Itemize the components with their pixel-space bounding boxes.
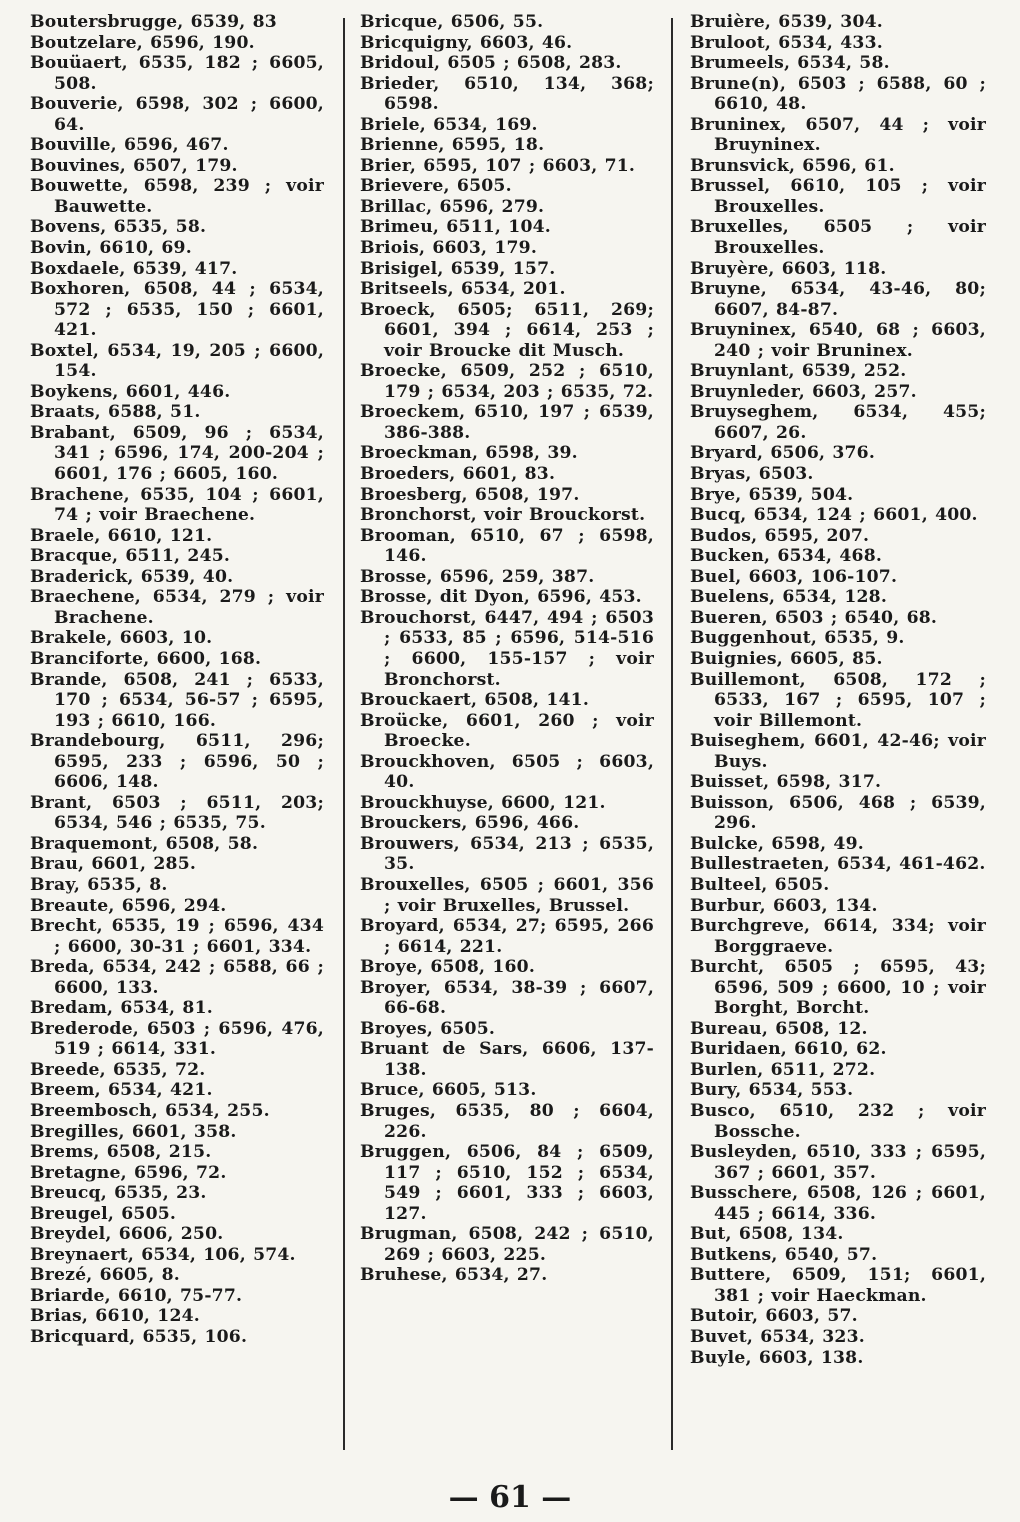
index-entry: Buttere, 6509, 151; 6601, 381 ; voir Haeckman. [690,1265,986,1306]
index-entry: Breede, 6535, 72. [30,1059,206,1080]
index-entry: Breynaert, 6534, 106, 574. [30,1244,296,1265]
index-entry: Brisigel, 6539, 157. [360,258,556,279]
index-entry: Bouverie, 6598, 302 ; 6600, 64. [30,94,324,135]
index-entry: Boxtel, 6534, 19, 205 ; 6600, 154. [30,340,324,382]
index-entry: Brandebourg, 6511, 296; 6595, 233 ; 6596, 50 ; 6606, 148. [30,731,324,793]
index-entry: Broeckem, 6510, 197 ; 6539, 386-388. [360,402,654,443]
index-entry: Bruyère, 6603, 118. [690,258,887,279]
index-entry: Breugel, 6505. [30,1203,177,1224]
index-entry: Broecke, 6509, 252 ; 6510, 179 ; 6534, 203 ; 6535, 72. [360,361,654,402]
index-entry: Burchgreve, 6614, 334; voir Borggraeve. [690,916,986,957]
index-entry: Broücke, 6601, 260 ; voir Broecke. [360,710,654,752]
index-entry: Breda, 6534, 242 ; 6588, 66 ; 6600, 133. [30,957,324,998]
index-entry: Boutersbrugge, 6539, 83 [30,12,277,32]
index-entry: Buiseghem, 6601, 42-46; voir Buys. [690,731,986,772]
index-entry: Bouvines, 6507, 179. [30,155,238,176]
index-entry: Buisset, 6598, 317. [690,772,882,793]
index-entry: Brussel, 6610, 105 ; voir Brouxelles. [690,176,986,217]
index-entry: Bucken, 6534, 468. [690,546,883,567]
index-entry: Brant, 6503 ; 6511, 203; 6534, 546 ; 6535, 75. [30,792,324,834]
column-divider [343,18,345,1450]
index-entry: Braquemont, 6508, 58. [30,833,259,854]
index-entry: Bryas, 6503. [690,464,814,485]
index-entry: Buisson, 6506, 468 ; 6539, 296. [690,792,986,834]
index-entry: Broyes, 6505. [360,1018,496,1039]
index-entry: Broeck, 6505; 6511, 269; 6601, 394 ; 6614, 253 ; voir Broucke dit Musch. [360,299,654,361]
index-entry: Butoir, 6603, 57. [690,1306,858,1327]
index-entry: Bovin, 6610, 69. [30,238,192,259]
index-entry: Bullestraeten, 6534, 461-462. [690,854,986,875]
index-entry: Bruyseghem, 6534, 455; 6607, 26. [690,402,986,443]
index-entry: Bracque, 6511, 245. [30,546,231,567]
index-entry: Bruxelles, 6505 ; voir Brouxelles. [690,217,986,259]
index-entry: Bricquigny, 6603, 46. [360,32,573,53]
index-entry: Burlen, 6511, 272. [690,1059,876,1080]
index-entry: Braats, 6588, 51. [30,402,201,423]
index-entry: Buillemont, 6508, 172 ; 6533, 167 ; 6595, 107 ; voir Billemont. [690,669,986,731]
index-entry: Broeckman, 6598, 39. [360,443,578,464]
index-entry: Brems, 6508, 215. [30,1142,212,1163]
index-entry: Brouwers, 6534, 213 ; 6535, 35. [360,833,654,875]
index-entry: But, 6508, 134. [690,1224,844,1245]
index-entry: Brias, 6610, 124. [30,1306,200,1327]
index-entry: Bregilles, 6601, 358. [30,1121,237,1142]
index-entry: Branciforte, 6600, 168. [30,648,262,669]
index-entry: Breembosch, 6534, 255. [30,1100,270,1121]
index-entry: Brande, 6508, 241 ; 6533, 170 ; 6534, 56-57 ; 6595, 193 ; 6610, 166. [30,669,324,731]
index-entry: Briois, 6603, 179. [360,238,538,259]
index-entry: Brieder, 6510, 134, 368; 6598. [360,73,654,115]
index-entry: Breucq, 6535, 23. [30,1183,207,1204]
index-entry: Brederode, 6503 ; 6596, 476, 519 ; 6614, 331. [30,1018,324,1060]
index-entry: Brabant, 6509, 96 ; 6534, 341 ; 6596, 174, 200-204 ; 6601, 176 ; 6605, 160. [30,422,324,485]
index-entry: Bouville, 6596, 467. [30,135,229,156]
index-entry: Bouüaert, 6535, 182 ; 6605, 508. [30,53,324,94]
index-entry: Buelens, 6534, 128. [690,587,888,608]
index-entry: Bruloot, 6534, 433. [690,32,883,53]
index-entry: Britseels, 6534, 201. [360,279,566,300]
index-entry: Burcht, 6505 ; 6595, 43; 6596, 509 ; 6600, 10 ; voir Borght, Borcht. [690,957,986,1019]
index-entry: Butkens, 6540, 57. [690,1244,878,1265]
index-entry: Bricque, 6506, 55. [360,12,544,32]
index-entry: Breydel, 6606, 250. [30,1224,224,1245]
index-column-2 [360,12,654,1286]
index-entry: Buel, 6603, 106-107. [690,566,898,587]
index-entry: Bray, 6535, 8. [30,874,168,895]
index-entry: Bruggen, 6506, 84 ; 6509, 117 ; 6510, 152 ; 6534, 549 ; 6601, 333 ; 6603, 127. [360,1142,654,1224]
index-entry: Brugman, 6508, 242 ; 6510, 269 ; 6603, 225. [360,1224,654,1265]
index-entry: Broesberg, 6508, 197. [360,484,580,505]
index-entry: Brumeels, 6534, 58. [690,53,890,74]
index-entry: Burbur, 6603, 134. [690,895,878,916]
index-entry: Braderick, 6539, 40. [30,566,234,587]
index-entry: Bretagne, 6596, 72. [30,1162,227,1183]
index-entry: Bryard, 6506, 376. [690,443,876,464]
index-entry: Briarde, 6610, 75-77. [30,1285,243,1306]
index-entry: Bredam, 6534, 81. [30,998,213,1019]
index-entry: Bueren, 6503 ; 6540, 68. [690,607,938,628]
index-entry: Brezé, 6605, 8. [30,1265,180,1286]
index-entry: Brachene, 6535, 104 ; 6601, 74 ; voir Braechene. [30,484,324,526]
index-entry: Boxhoren, 6508, 44 ; 6534, 572 ; 6535, 150 ; 6601, 421. [30,279,324,341]
index-entry: Brienne, 6595, 18. [360,135,545,156]
index-entry: Bruant de Sars, 6606, 137-138. [360,1039,654,1080]
index-entry: Busschere, 6508, 126 ; 6601, 445 ; 6614, 336. [690,1183,986,1224]
index-entry: Busco, 6510, 232 ; voir Bossche. [690,1100,986,1142]
index-entry: Buignies, 6605, 85. [690,648,883,669]
index-entry: Brouckhuyse, 6600, 121. [360,792,606,813]
index-entry: Buyle, 6603, 138. [690,1347,864,1368]
index-entry: Bovens, 6535, 58. [30,217,207,238]
index-entry: Brosse, dit Dyon, 6596, 453. [360,587,642,608]
index-entry: Broye, 6508, 160. [360,957,536,978]
index-entry: Broyard, 6534, 27; 6595, 266 ; 6614, 221. [360,916,654,957]
index-entry: Buvet, 6534, 323. [690,1327,865,1347]
index-entry: Brier, 6595, 107 ; 6603, 71. [360,155,636,176]
index-entry: Brosse, 6596, 259, 387. [360,566,595,587]
index-entry: Brimeu, 6511, 104. [360,217,551,238]
index-entry: Bruynlant, 6539, 252. [690,361,907,382]
index-column-3 [690,12,986,1368]
index-entry: Brouckhoven, 6505 ; 6603, 40. [360,751,654,793]
index-entry: Bruière, 6539, 304. [690,12,883,32]
index-entry: Bureau, 6508, 12. [690,1018,868,1039]
index-entry: Bridoul, 6505 ; 6508, 283. [360,53,622,74]
index-entry: Brooman, 6510, 67 ; 6598, 146. [360,525,654,567]
index-entry: Bruhese, 6534, 27. [360,1265,548,1286]
index-entry: Brau, 6601, 285. [30,854,197,875]
page-number: — 61 — [448,1480,572,1515]
index-entry: Brillac, 6596, 279. [360,196,545,217]
index-entry: Braechene, 6534, 279 ; voir Brachene. [30,587,324,628]
index-entry: Bronchorst, voir Brouckorst. [360,505,646,526]
index-entry: Busleyden, 6510, 333 ; 6595, 367 ; 6601, 357. [690,1142,986,1183]
index-entry: Bruce, 6605, 513. [360,1080,537,1101]
index-entry: Buridaen, 6610, 62. [690,1039,887,1060]
index-entry: Brouchorst, 6447, 494 ; 6503 ; 6533, 85 ; 6596, 514-516 ; 6600, 155-157 ; voir Bronchorst. [360,607,654,690]
index-entry: Bruynleder, 6603, 257. [690,381,917,402]
index-entry: Bruyninex, 6540, 68 ; 6603, 240 ; voir Bruninex. [690,320,986,361]
index-entry: Breem, 6534, 421. [30,1080,213,1101]
index-entry: Bury, 6534, 553. [690,1080,854,1101]
index-column-1 [30,12,324,1348]
index-entry: Broeders, 6601, 83. [360,464,556,485]
index-entry: Brecht, 6535, 19 ; 6596, 434 ; 6600, 30-31 ; 6601, 334. [30,916,324,957]
index-entry: Breaute, 6596, 294. [30,895,227,916]
index-entry: Brune(n), 6503 ; 6588, 60 ; 6610, 48. [690,73,986,115]
index-entry: Budos, 6595, 207. [690,525,870,546]
index-entry: Brakele, 6603, 10. [30,628,213,649]
index-entry: Braele, 6610, 121. [30,525,213,546]
index-entry: Broyer, 6534, 38-39 ; 6607, 66-68. [360,977,654,1019]
index-entry: Brievere, 6505. [360,176,512,197]
index-entry: Boxdaele, 6539, 417. [30,258,238,279]
index-entry: Boykens, 6601, 446. [30,381,231,402]
index-entry: Bulcke, 6598, 49. [690,833,864,854]
index-entry: Brouxelles, 6505 ; 6601, 356 ; voir Bruxelles, Brussel. [360,874,654,916]
index-entry: Brouckers, 6596, 466. [360,813,580,834]
index-entry: Brye, 6539, 504. [690,484,854,505]
index-entry: Bruninex, 6507, 44 ; voir Bruyninex. [690,114,986,156]
index-entry: Briele, 6534, 169. [360,114,538,135]
index-entry: Bricquard, 6535, 106. [30,1327,248,1347]
index-entry: Bouwette, 6598, 239 ; voir Bauwette. [30,176,324,217]
index-entry: Bulteel, 6505. [690,874,830,895]
index-entry: Buggenhout, 6535, 9. [690,628,905,649]
index-entry: Boutzelare, 6596, 190. [30,32,255,53]
index-entry: Brouckaert, 6508, 141. [360,690,590,711]
index-entry: Brunsvick, 6596, 61. [690,155,895,176]
index-entry: Bruyne, 6534, 43-46, 80; 6607, 84-87. [690,279,986,320]
index-entry: Bruges, 6535, 80 ; 6604, 226. [360,1100,654,1142]
column-divider [671,18,673,1450]
index-entry: Bucq, 6534, 124 ; 6601, 400. [690,505,978,526]
